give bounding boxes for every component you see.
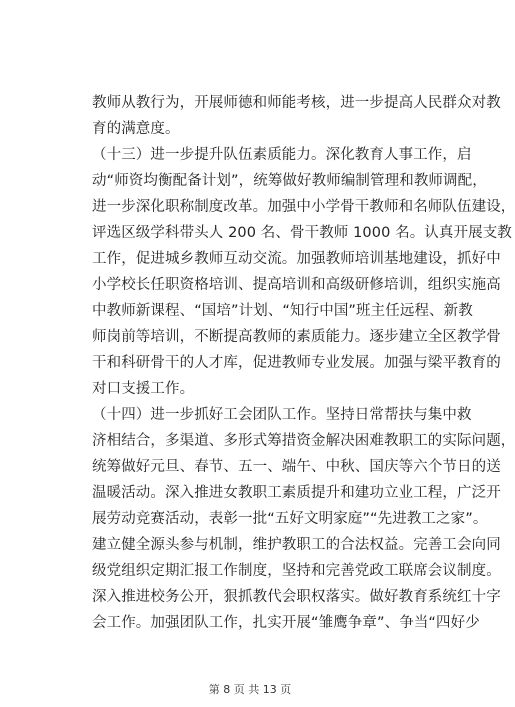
body-text-line: 深入推进校务公开，狠抓教代会职权落实。做好教育系统红十字 (92, 589, 501, 605)
body-text-line: 进一步深化职称制度改革。加强中小学骨干教师和名师队伍建设， (92, 199, 515, 215)
body-text-line: 工作，促进城乡教师互动交流。加强教师培训基地建设，抓好中 (92, 251, 501, 267)
body-text-line: 温暖活动。深入推进女教职工素质提升和建功立业工程，广泛开 (92, 485, 501, 501)
body-text-line: （十三）进一步提升队伍素质能力。深化教育人事工作，启 (92, 147, 472, 163)
body-text-line: 动“师资均衡配备计划”，统筹做好教师编制管理和教师调配， (92, 173, 487, 189)
body-text-line: 建立健全源头参与机制，维护教职工的合法权益。完善工会向同 (92, 537, 501, 553)
page-number-footer: 第 8 页 共 13 页 (208, 683, 292, 696)
body-text-line: （十四）进一步抓好工会团队工作。坚持日常帮扶与集中救 (92, 407, 472, 423)
body-text-line: 干和科研骨干的人才库，促进教师专业发展。加强与梁平教育的 (92, 355, 501, 371)
body-text-line: 展劳动竞赛活动，表彰一批“五好文明家庭”“先进教工之家”。 (92, 511, 488, 527)
body-text-line: 统筹做好元旦、春节、五一、端午、中秋、国庆等六个节日的送 (92, 459, 501, 475)
body-text-line: 评选区级学科带头人 200 名、骨干教师 1000 名。认真开展支教 (92, 225, 512, 241)
body-text-line: 对口支援工作。 (92, 381, 195, 397)
body-text-line: 教师从教行为，开展师德和师能考核，进一步提高人民群众对教 (92, 95, 501, 111)
body-text-line: 师岗前等培训，不断提高教师的素质能力。逐步建立全区教学骨 (92, 329, 501, 345)
body-text-line: 中教师新课程、“国培”计划、“知行中国”班主任远程、新教 (92, 303, 473, 319)
body-text-line: 济相结合，多渠道、多形式筹措资金解决困难教职工的实际问题， (92, 433, 515, 449)
body-text-line: 级党组织定期汇报工作制度，坚持和完善党政工联席会议制度。 (92, 563, 501, 579)
body-text-line: 会工作。加强团队工作，扎实开展“雏鹰争章”、争当“四好少 (92, 615, 480, 631)
body-text-line: 育的满意度。 (92, 121, 180, 137)
body-text-line: 小学校长任职资格培训、提高培训和高级研修培训，组织实施高 (92, 277, 501, 293)
